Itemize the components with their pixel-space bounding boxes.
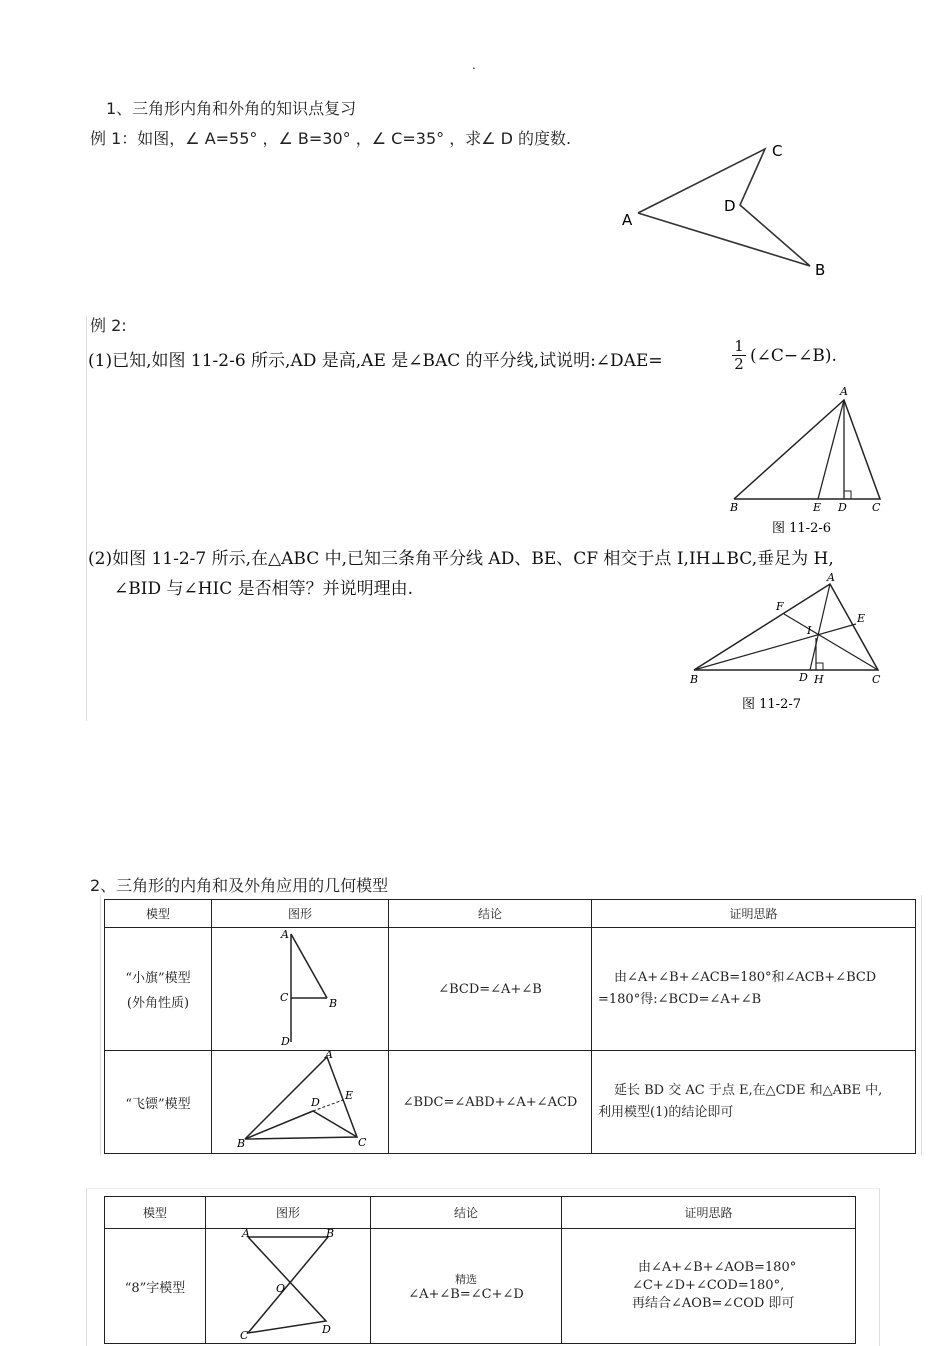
figure-11-2-7 [686,572,886,720]
figure-cell [212,1051,389,1154]
model-subtitle: (外角性质) [126,996,190,1011]
model-name-cell [105,928,212,1051]
fig1-caption: 图 11-2-6 [772,521,832,536]
q1-text: (1)已知,如图 11-2-6 所示,AD 是高,AE 是∠BAC 的平分线,试说明:∠DAE= [88,351,663,371]
label-a: A [281,928,289,941]
label-d: D [281,1035,290,1046]
proof-line: ∠C+∠D+∠COD=180°, [632,1278,785,1293]
proof-line: 由∠A+∠B+∠ACB=180°和∠ACB+∠BCD [614,970,877,985]
fig2-caption: 图 11-2-7 [742,697,802,712]
label-a: A [242,1229,250,1240]
label-d: D [724,197,736,215]
q1-tail: (∠C−∠B). [750,346,837,366]
header-model: 模型 [105,1197,206,1229]
fig1-label-d: D [838,501,847,514]
section2-title: 2、三角形的内角和及外角应用的几何模型 [90,876,389,895]
label-c: C [280,991,289,1004]
table-row [105,1051,916,1154]
eight-model-figure [208,1229,368,1339]
q1-fraction [732,338,746,373]
dart-inner-lines [245,1111,357,1139]
label-b: B [326,1229,335,1240]
table-row [105,928,916,1051]
conclusion-cell: ∠BCD=∠A+∠B [389,928,592,1051]
fig1-label-c: C [872,501,881,514]
figure-cell [206,1229,371,1344]
figure-11-2-6 [718,382,898,542]
fig2-label-f: F [776,600,784,613]
right-angle-mark-2 [816,663,823,670]
example1-figure [600,135,840,285]
label-c: C [772,142,783,160]
label-b: B [815,261,826,279]
proof-line: 利用模型(1)的结论即可 [598,1105,734,1120]
example2-content [88,337,903,720]
conclusion-cell [371,1229,562,1344]
section1-title: 1、三角形内角和外角的知识点复习 [106,99,357,118]
flag-model-figure [215,928,385,1046]
line-ab [291,934,327,998]
fig2-label-a: A [827,572,835,584]
fig1-label-e: E [813,501,822,514]
label-c: C [358,1136,367,1149]
fig2-label-c: C [872,673,881,686]
figure-cell [212,928,389,1051]
example1-text: 例 1：如图，∠ A=55° ，∠ B=30° ，∠ C=35° ，求∠ D 的度数. [90,129,572,148]
header-figure: 图形 [212,900,389,928]
label-a: A [325,1051,333,1061]
proof-line: 由∠A+∠B+∠AOB=180° [638,1260,797,1275]
fraction-denominator: 2 [732,355,746,373]
conclusion-text: ∠A+∠B=∠C+∠D [408,1286,524,1302]
proof-cell [592,928,916,1051]
label-c: C [240,1329,249,1339]
fig2-label-d: D [799,671,808,684]
header-conclusion: 结论 [389,900,592,928]
label-o: O [276,1282,286,1295]
label-b: B [329,997,338,1010]
proof-cell [562,1229,856,1344]
fig1-label-b: B [730,501,739,514]
q2-line1: (2)如图 11-2-7 所示,在△ABC 中,已知三条角平分线 AD、BE、CF 相交于点 I,IH⊥BC,垂足为 H, [88,549,834,569]
models-table-1 [104,899,916,1154]
model-name: “小旗”模型 [125,971,191,986]
fig2-label-i: I [807,624,812,637]
header-conclusion: 结论 [371,1197,562,1229]
header-mark: . [472,58,476,72]
triangle-abc-2 [694,584,878,670]
models-table-2 [104,1196,856,1344]
bisector-ad [810,584,830,670]
header-figure: 图形 [206,1197,371,1229]
bisector-be [694,624,856,670]
proof-line: =180°得:∠BCD=∠A+∠B [598,992,762,1007]
right-angle-mark [844,491,851,499]
proof-cell [592,1051,916,1154]
bisector-ae [818,400,844,499]
label-b: B [237,1137,246,1149]
example2-label: 例 2: [90,316,127,335]
label-a: A [622,211,633,229]
fig1-label-a: A [840,385,848,398]
crossing-lines [248,1237,328,1333]
fig2-label-e: E [857,612,866,625]
fraction-numerator: 1 [734,337,744,355]
label-d: D [322,1323,331,1336]
q2-line2: ∠BID 与∠HIC 是否相等？并说明理由. [114,579,414,599]
proof-line: 再结合∠AOB=∠COD 即可 [632,1296,795,1311]
header-proof: 证明思路 [562,1197,856,1229]
watermark-text: 精选 [455,1272,477,1286]
table-row [105,1229,856,1344]
header-model: 模型 [105,900,212,928]
fig2-label-h: H [814,673,824,686]
label-d: D [311,1096,320,1109]
header-proof: 证明思路 [592,900,916,928]
proof-line: 延长 BD 交 AC 于点 E,在△CDE 和△ABE 中, [614,1083,883,1098]
triangle-abc [734,400,880,499]
model-name-cell: “飞镖”模型 [105,1051,212,1154]
fig2-label-b: B [690,673,699,686]
conclusion-cell: ∠BDC=∠ABD+∠A+∠ACD [389,1051,592,1154]
dart-model-figure [215,1051,385,1149]
label-e: E [345,1089,354,1102]
model-name-cell: “8”字模型 [105,1229,206,1344]
